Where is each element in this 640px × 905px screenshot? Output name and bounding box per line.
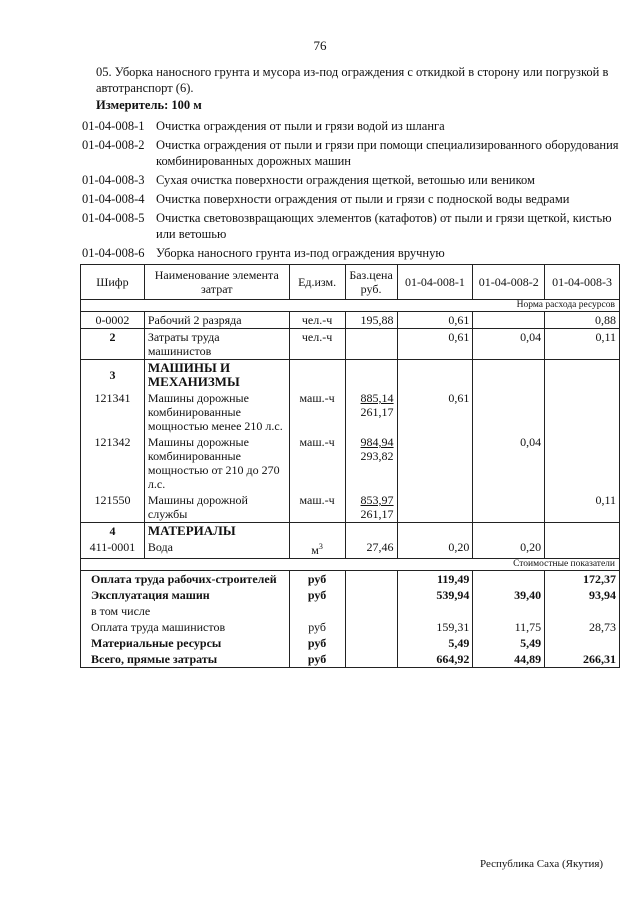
row-name: МАШИНЫ И МЕХАНИЗМЫ [144, 360, 289, 391]
summary-row [81, 587, 620, 603]
row-name: Машины дорожной службы [144, 492, 289, 523]
summary-unit: руб [289, 651, 345, 668]
summary-value [473, 571, 545, 588]
table-row [81, 329, 620, 360]
code-desc: Очистка световозвращающих элементов (катафотов) от пыли и грязи щеткой, кистью или ветошью [156, 211, 612, 241]
table-header [81, 265, 620, 300]
row-unit: чел.-ч [289, 329, 345, 360]
col-header: 01-04-008-1 [397, 265, 473, 300]
code-id: 01-04-008-3 [82, 173, 145, 187]
row-value: 0,04 [473, 434, 545, 492]
table-row [81, 434, 620, 492]
code-item [82, 118, 622, 134]
col-header: 01-04-008-3 [545, 265, 620, 300]
price-base: 885,14 [360, 391, 394, 405]
summary-name: Эксплуатация машин [81, 587, 290, 603]
summary-name: в том числе [81, 603, 290, 619]
table-row [81, 312, 620, 329]
summary-value: 44,89 [473, 651, 545, 668]
code-id: 01-04-008-6 [82, 246, 145, 260]
summary-value: 11,75 [473, 619, 545, 635]
row-unit: маш.-ч [289, 434, 345, 492]
row-price [345, 329, 397, 360]
summary-value [545, 635, 620, 651]
row-name: Машины дорожные комбинированные мощностью менее 210 л.с. [144, 390, 289, 434]
row-value: 0,04 [473, 329, 545, 360]
row-value: 0,61 [397, 390, 473, 434]
code-list [82, 118, 622, 264]
row-value: 0,20 [473, 539, 545, 559]
code-item [82, 210, 622, 242]
code-id: 01-04-008-4 [82, 192, 145, 206]
col-header: Наименование элемента затрат [144, 265, 289, 300]
row-code: 411-0001 [81, 539, 145, 559]
code-desc: Сухая очистка поверхности ограждения щеткой, ветошью или веником [156, 173, 535, 187]
code-item [82, 137, 622, 169]
table-row [81, 390, 620, 434]
summary-value: 119,49 [397, 571, 473, 588]
summary-unit: руб [289, 571, 345, 588]
summary-unit: руб [289, 587, 345, 603]
code-desc: Уборка наносного грунта из-под ограждения вручную [156, 246, 445, 260]
col-header: Ед.изм. [289, 265, 345, 300]
row-code: 0-0002 [81, 312, 145, 329]
row-code: 3 [81, 360, 145, 391]
code-id: 01-04-008-2 [82, 138, 145, 152]
summary-name: Материальные ресурсы [81, 635, 290, 651]
measure-unit: Измеритель: 100 м [96, 98, 202, 112]
row-value: 0,11 [545, 492, 620, 523]
summary-row [81, 635, 620, 651]
row-unit: маш.-ч [289, 492, 345, 523]
code-item [82, 245, 622, 261]
code-id: 01-04-008-5 [82, 211, 145, 225]
row-value: 0,88 [545, 312, 620, 329]
row-price: 195,88 [345, 312, 397, 329]
row-code: 121342 [81, 434, 145, 492]
code-desc: Очистка ограждения от пыли и грязи при помощи специализированного оборудования комбинированных дорожных машин [156, 138, 619, 168]
summary-value: 28,73 [545, 619, 620, 635]
summary-value: 266,31 [545, 651, 620, 668]
row-value: 0,11 [545, 329, 620, 360]
col-header: Баз.цена руб. [345, 265, 397, 300]
code-id: 01-04-008-1 [82, 119, 145, 133]
summary-value: 5,49 [397, 635, 473, 651]
row-value: 0,61 [397, 312, 473, 329]
summary-value: 172,37 [545, 571, 620, 588]
table-row [81, 539, 620, 559]
summary-value: 539,94 [397, 587, 473, 603]
footer-region: Республика Саха (Якутия) [480, 858, 604, 870]
summary-name: Оплата труда машинистов [81, 619, 290, 635]
price-labor: 293,82 [360, 449, 394, 463]
table-row [81, 360, 620, 391]
row-code: 2 [81, 329, 145, 360]
section-title: 05. Уборка наносного грунта и мусора из-под ограждения с откидкой в сторону или погрузкой в автотранспорт (6). [96, 65, 609, 95]
row-name: Затраты труда машинистов [144, 329, 289, 360]
summary-unit: руб [289, 635, 345, 651]
page-number: 76 [313, 38, 327, 53]
table-row [81, 492, 620, 523]
summary-value: 93,94 [545, 587, 620, 603]
row-unit: маш.-ч [289, 390, 345, 434]
col-header: Шифр [81, 265, 145, 300]
row-value: 0,20 [397, 539, 473, 559]
resource-table [80, 264, 620, 668]
code-desc: Очистка ограждения от пыли и грязи водой из шланга [156, 119, 445, 133]
summary-name: Всего, прямые затраты [81, 651, 290, 668]
row-value [473, 312, 545, 329]
row-value: 0,61 [397, 329, 473, 360]
row-unit: $м^3$ [289, 539, 345, 559]
code-item [82, 172, 622, 188]
table-row [81, 523, 620, 540]
row-price: 27,46 [345, 539, 397, 559]
summary-row [81, 603, 620, 619]
row-name: Вода [144, 539, 289, 559]
row-code: 121550 [81, 492, 145, 523]
code-item [82, 191, 622, 207]
code-desc: Очистка поверхности ограждения от пыли и грязи с подноской воды ведрами [156, 192, 570, 206]
price-base: 853,97 [360, 493, 394, 507]
row-name: Рабочий 2 разряда [144, 312, 289, 329]
col-header: 01-04-008-2 [473, 265, 545, 300]
summary-name: Оплата труда рабочих-строителей [81, 571, 290, 588]
row-code: 121341 [81, 390, 145, 434]
row-name: Машины дорожные комбинированные мощностью от 210 до 270 л.с. [144, 434, 289, 492]
price-labor: 261,17 [360, 405, 394, 419]
price-base: 984,94 [360, 435, 394, 449]
summary-value: 159,31 [397, 619, 473, 635]
summary-value: 5,49 [473, 635, 545, 651]
row-unit: чел.-ч [289, 312, 345, 329]
summary-value: 664,92 [397, 651, 473, 668]
summary-row [81, 619, 620, 635]
summary-value: 39,40 [473, 587, 545, 603]
summary-row [81, 651, 620, 668]
row-code: 4 [81, 523, 145, 540]
row-name: МАТЕРИАЛЫ [144, 523, 289, 540]
norm-label: Норма расхода ресурсов [81, 300, 620, 312]
cost-label: Стоимостные показатели [81, 559, 620, 571]
summary-unit: руб [289, 619, 345, 635]
price-labor: 261,17 [360, 507, 394, 521]
summary-row [81, 571, 620, 588]
